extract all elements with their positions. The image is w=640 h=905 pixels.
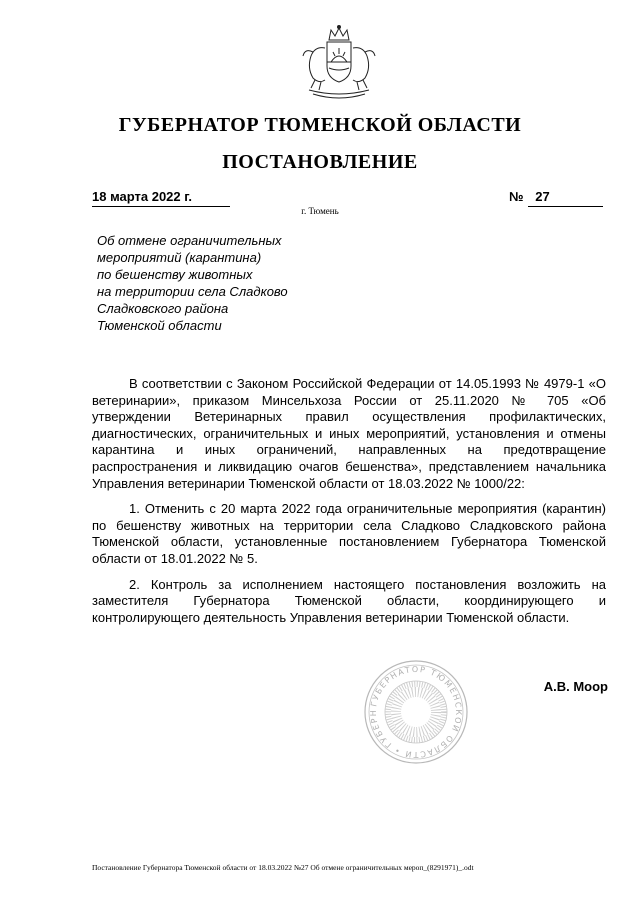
subject-line: на территории села Сладково bbox=[97, 284, 288, 299]
item-1-paragraph: 1. Отменить с 20 марта 2022 года ограничительные мероприятия (карантин) по бешенству животных на территории села Сладково Сладковского района Тюменской области, установленные постановлением Губернатора Тюменской области от 18.01.2022 № 5. bbox=[92, 501, 606, 566]
document-date: 18 марта 2022 г. bbox=[92, 189, 230, 207]
document-body bbox=[92, 376, 606, 635]
subject-line: по бешенству животных bbox=[97, 267, 253, 282]
document-subject bbox=[97, 232, 327, 334]
authority-title: ГУБЕРНАТОР ТЮМЕНСКОЙ ОБЛАСТИ bbox=[118, 114, 522, 136]
document-number bbox=[528, 189, 603, 207]
coat-of-arms-icon bbox=[295, 22, 383, 100]
subject-line: Об отмене ограничительных bbox=[97, 233, 282, 248]
city-label: г. Тюмень bbox=[301, 206, 339, 216]
signatory-name: А.В. Моор bbox=[543, 679, 608, 694]
subject-line: Сладковского района bbox=[97, 301, 229, 316]
number-label: № bbox=[509, 189, 524, 204]
item-2-paragraph: 2. Контроль за исполнением настоящего постановления возложить на заместителя Губернатора Тюменской области, координирующего и контролирующего деятельность Управления ветеринарии Тюменской области. bbox=[92, 576, 606, 625]
file-footer: Постановление Губернатора Тюменской области от 18.03.2022 №27 Об отмене ограничительных мероп_(8291971)_.odt bbox=[92, 863, 474, 872]
preamble-paragraph: В соответствии с Законом Российской Федерации от 14.05.1993 № 4979-1 «О ветеринарии», приказом Минсельхоза России от 25.11.2020 № 705 «Об утверждении Ветеринарных правил осуществления профилактических, диагностических, ограничительных и иных мероприятий, установления и отмены карантина и иных ограничений, направленных на предотвращение распространения и ликвидацию очагов бешенства», представлением начальника Управления ветеринарии Тюменской области от 18.03.2022 № 1000/22: bbox=[92, 376, 606, 491]
svg-text:ГУБЕРНАТОР ТЮМЕНСКОЙ ОБЛАСТИ •: ГУБЕРНАТОР ТЮМЕНСКОЙ ОБЛАСТИ • ГУБЕРН bbox=[368, 664, 464, 760]
document-type-title: ПОСТАНОВЛЕНИЕ bbox=[222, 151, 418, 173]
document-number-value: 27 bbox=[535, 189, 550, 204]
subject-line: Тюменской области bbox=[97, 318, 222, 333]
official-seal-icon bbox=[363, 659, 469, 765]
subject-line: мероприятий (карантина) bbox=[97, 250, 262, 265]
